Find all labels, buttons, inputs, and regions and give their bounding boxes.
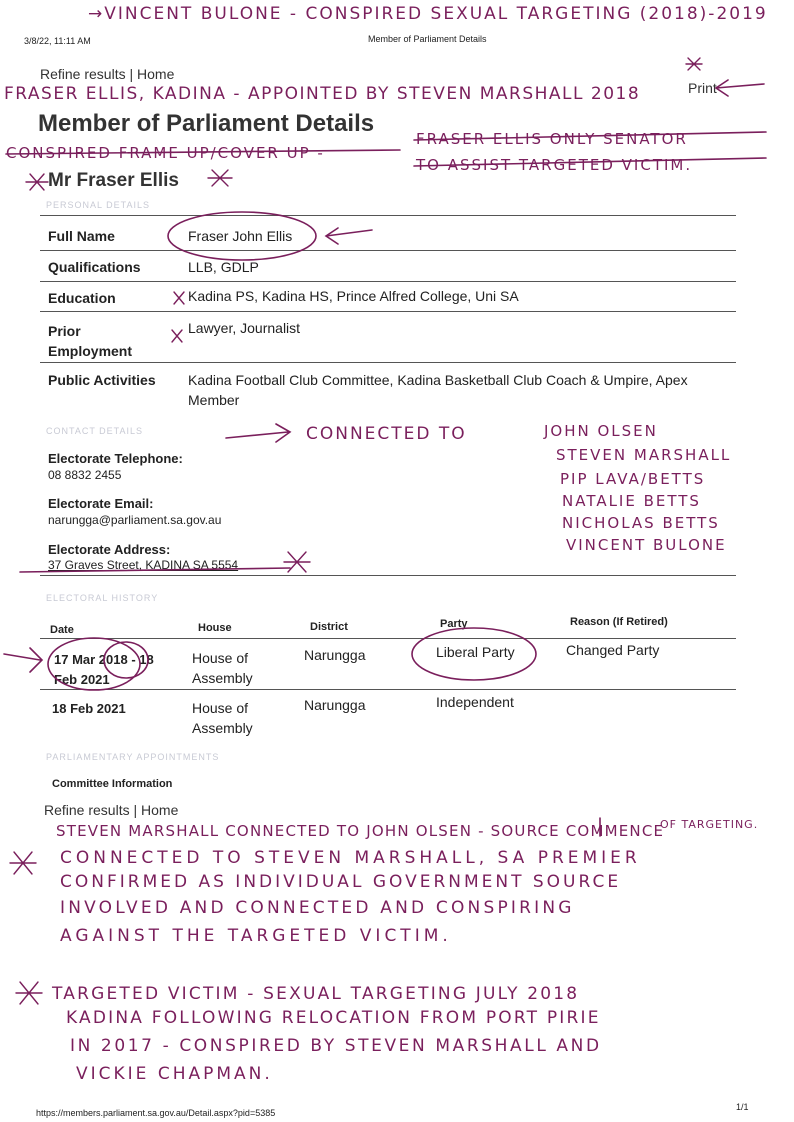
row2-house: House of Assembly [192,700,253,736]
email-label: Electorate Email: [48,496,154,511]
arrow-right-icon [226,424,290,442]
member-name: Mr Fraser Ellis [48,170,179,191]
annotation-bottom-line: CONFIRMED AS INDIVIDUAL GOVERNMENT SOURCE [60,872,622,892]
circle-full-name [168,212,316,260]
annotation-bottom-line: STEVEN MARSHALL CONNECTED TO JOHN OLSEN - SOURCE COMMENCE [56,822,665,840]
nav-separator: | [129,66,134,82]
annotation-bottom-line: CONNECTED TO STEVEN MARSHALL, SA PREMIER [60,848,641,868]
asterisk-icon [26,174,48,190]
connection-item: NICHOLAS BETTS [562,514,720,532]
circle-year-2018 [104,642,148,678]
public-activities-value: Kadina Football Club Committee, Kadina Basketball Club Coach & Umpire, Apex Member [188,372,688,408]
contact-details-heading: CONTACT DETAILS [46,426,144,436]
annotation-bottom-line: AGAINST THE TARGETED VICTIM. [60,926,452,946]
page-url: https://members.parliament.sa.gov.au/Detail.aspx?pid=5385 [36,1108,276,1118]
asterisk-icon [284,552,310,572]
col-header-house: House [198,622,232,634]
row1-house: House of Assembly [192,650,253,686]
email-value[interactable]: narungga@parliament.sa.gov.au [48,513,222,527]
col-header-district: District [310,621,348,633]
connection-item: NATALIE BETTS [562,492,701,510]
refine-results-link-bottom[interactable]: Refine results [44,802,130,818]
row2-party: Independent [436,694,514,710]
row1-date: 17 Mar 2018 - 18 Feb 2021 [54,652,154,687]
prior-employment-label: Prior Employment [48,323,133,359]
asterisk-icon [10,852,36,874]
annotation-struck-right-2: TO ASSIST TARGETED VICTIM. [416,156,693,174]
page-title: Member of Parliament Details [38,110,375,137]
asterisk-icon [686,58,702,70]
annotation-header: →VINCENT BULONE - CONSPIRED SEXUAL TARGETING (2018)-2019 [88,4,768,24]
connection-item: STEVEN MARSHALL [556,446,732,464]
col-header-reason: Reason (If Retired) [570,616,668,628]
annotation-bottom-line: IN 2017 - CONSPIRED BY STEVEN MARSHALL AND [70,1036,602,1056]
telephone-value: 08 8832 2455 [48,468,122,482]
arrow-right-icon [4,648,42,672]
annotation-bottom-line: KADINA FOLLOWING RELOCATION FROM PORT PIRIE [66,1008,601,1028]
row1-reason: Changed Party [566,642,660,658]
connection-item: PIP LAVA/BETTS [560,470,706,488]
full-name-value: Fraser John Ellis [188,228,293,244]
strike-line-left [6,150,400,154]
home-link[interactable]: Home [137,66,175,82]
public-activities-label: Public Activities [48,372,156,388]
telephone-label: Electorate Telephone: [48,451,183,466]
annotation-struck-left: CONSPIRED FRAME UP/COVER UP - [6,144,325,162]
refine-results-link[interactable]: Refine results [40,66,126,82]
qualifications-value: LLB, GDLP [188,259,259,275]
address-label: Electorate Address: [48,542,171,557]
asterisk-icon [16,982,42,1004]
connection-item: VINCENT BULONE [566,536,727,554]
asterisk-icon [172,330,182,342]
row2-district: Narungga [304,697,366,713]
circle-liberal-party [412,628,536,680]
print-page-title: Member of Parliament Details [368,34,487,44]
page-number: 1/1 [736,1102,749,1112]
annotation-struck-right-1: FRASER ELLIS ONLY SENATOR [416,130,688,148]
prior-employment-value: Lawyer, Journalist [188,320,301,336]
education-value: Kadina PS, Kadina HS, Prince Alfred College, Uni SA [188,288,519,304]
col-header-date: Date [50,624,74,636]
strike-line-right-1 [414,132,766,140]
col-header-party: Party [440,618,468,630]
asterisk-icon [208,170,232,186]
qualifications-label: Qualifications [48,259,141,275]
annotation-bottom-line: VICKIE CHAPMAN. [76,1064,273,1084]
underline-address [20,568,290,572]
annotation-bottom-line: TARGETED VICTIM - SEXUAL TARGETING JULY 2018 [52,984,580,1004]
row2-date: 18 Feb 2021 [52,701,126,716]
full-name-label: Full Name [48,228,115,244]
address-value: 37 Graves Street, KADINA SA 5554 [48,558,239,572]
row1-district: Narungga [304,647,366,663]
annotation-bottom-line: INVOLVED AND CONNECTED AND CONSPIRING [60,898,575,918]
asterisk-icon [174,292,184,304]
annotation-of-targeting: OF TARGETING. [660,818,759,831]
education-label: Education [48,290,116,306]
annotation-connected-to: CONNECTED TO [306,424,467,444]
connection-item: JOHN OLSEN [544,422,658,440]
arrow-left-icon [716,80,764,96]
personal-details-heading: PERSONAL DETAILS [46,200,151,210]
electoral-history-heading: ELECTORAL HISTORY [46,593,159,603]
committee-info-label: Committee Information [52,778,173,790]
circle-date [48,638,140,690]
nav-separator-bottom: | [133,802,138,818]
row1-party: Liberal Party [436,644,515,660]
strike-line-right-2 [414,158,766,166]
annotation-appointed: FRASER ELLIS, KADINA - APPOINTED BY STEVEN MARSHALL 2018 [4,84,641,104]
arrow-left-icon [326,228,372,244]
print-link[interactable]: Print [688,80,717,96]
print-timestamp: 3/8/22, 11:11 AM [24,36,91,46]
appointments-heading: PARLIAMENTARY APPOINTMENTS [46,752,220,762]
home-link-bottom[interactable]: Home [141,802,179,818]
